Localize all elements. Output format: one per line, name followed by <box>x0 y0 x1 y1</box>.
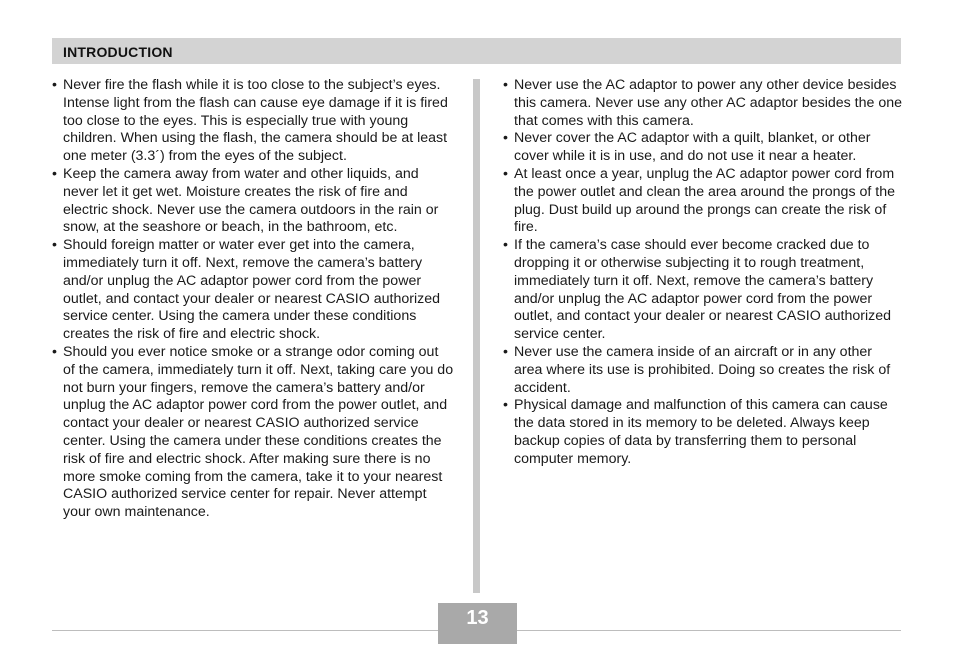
list-item <box>52 344 454 522</box>
list-item <box>52 77 454 166</box>
list-item-text: Never use the camera inside of an aircraft or in any other area where its use is prohibited. Doing so creates the risk of accident. <box>514 343 891 396</box>
column-divider <box>473 79 480 593</box>
list-item <box>503 237 903 344</box>
list-item-text: At least once a year, unplug the AC adaptor power cord from the power outlet and clean the area around the prongs of the plug. Dust build up around the prongs can create the risk of fire. <box>514 165 895 236</box>
page-number-box <box>438 603 517 644</box>
list-item-text: Should you ever notice smoke or a strange odor coming out of the camera, immediately turn it off. Next, taking care you do not burn your fingers, remove the camera’s battery and/or unplug the AC adaptor power cord from the power outlet, and contact your dealer or nearest CASIO authorized service center. Using the camera under these conditions creates the risk of fire and electric shock. After making sure there is no more smoke coming from the camera, take it to your nearest CASIO authorized service center for repair. Never attempt your own maintenance. <box>63 343 454 521</box>
bullet-icon: • <box>503 77 508 93</box>
list-item-text: If the camera’s case should ever become cracked due to dropping it or otherwise subjecting it to rough treatment, immediately turn it off. Next, remove the camera’s battery and/or unplug the AC adaptor power cord from the power outlet, and contact your dealer or nearest CASIO authorized service center. <box>514 237 891 343</box>
bullet-icon: • <box>52 77 57 93</box>
list-item-text: Never cover the AC adaptor with a quilt, blanket, or other cover while it is in use, and do not use it near a heater. <box>514 130 871 165</box>
left-column-warnings <box>52 77 454 522</box>
bullet-icon: • <box>52 343 57 360</box>
list-item-text: Physical damage and malfunction of this camera can cause the data stored in its memory to be deleted. Always keep backup copies of data by transferring them to personal computer memory. <box>514 397 888 467</box>
section-title: INTRODUCTION <box>63 44 173 60</box>
list-item <box>503 77 903 130</box>
bullet-icon: • <box>503 165 508 182</box>
bullet-icon: • <box>503 130 508 147</box>
list-item <box>503 397 903 468</box>
right-column-warnings <box>503 77 903 469</box>
bullet-icon: • <box>503 343 508 360</box>
list-item <box>503 344 903 397</box>
list-item-text: Never use the AC adaptor to power any other device besides this camera. Never use any other AC adaptor besides the one that comes with this camera. <box>514 77 903 129</box>
list-item <box>52 237 454 344</box>
list-item-text: Keep the camera away from water and other liquids, and never let it get wet. Moisture creates the risk of fire and electric shock. Never use the camera outdoors in the rain or snow, at the seashore or beach, in the bathroom, etc. <box>63 165 439 236</box>
bullet-icon: • <box>52 165 57 182</box>
list-item <box>503 130 903 166</box>
bullet-icon: • <box>52 237 57 254</box>
list-item <box>503 166 903 237</box>
list-item <box>52 166 454 237</box>
bullet-icon: • <box>503 397 508 414</box>
page-number: 13 <box>466 607 489 629</box>
list-item-text: Should foreign matter or water ever get into the camera, immediately turn it off. Next, remove the camera’s battery and/or unplug the AC adaptor power cord from the power outlet, and contact your dealer or nearest CASIO authorized service center. Using the camera under these conditions creates the risk of fire and electric shock. <box>63 237 440 343</box>
bullet-icon: • <box>503 237 508 254</box>
section-header-bar <box>52 38 901 64</box>
list-item-text: Never fire the flash while it is too close to the subject’s eyes. Intense light from the flash can cause eye damage if it is fired too close to the eyes. This is especially true with young children. When using the flash, the camera should be at least one meter (3.3´) from the eyes of the subject. <box>63 77 448 165</box>
